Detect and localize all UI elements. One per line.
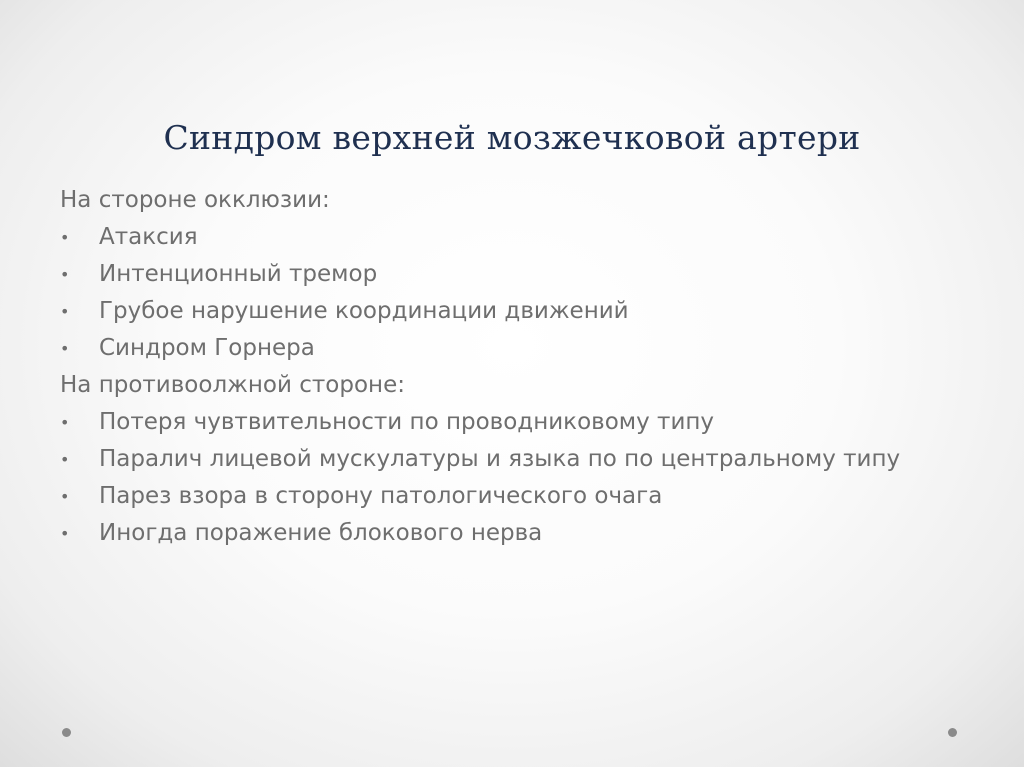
list-item-text: Потеря чувтвительности по проводниковому типу <box>99 409 715 435</box>
bullet-icon: • <box>60 413 70 432</box>
bullet-icon: • <box>60 265 70 284</box>
slide-body <box>60 182 980 552</box>
corner-dot-left <box>62 728 71 737</box>
list-item-text: Грубое нарушение координации движений <box>99 298 629 324</box>
list-item-text: Паралич лицевой мускулатуры и языка по по центральному типу <box>99 446 901 472</box>
list-item-text: Интенционный тремор <box>99 261 378 287</box>
slide-title: Синдром верхней мозжечковой артери <box>163 118 861 157</box>
corner-dot-right <box>948 728 957 737</box>
bullet-icon: • <box>60 450 70 469</box>
bullet-icon: • <box>60 487 70 506</box>
list-item <box>60 330 980 367</box>
bullet-icon: • <box>60 339 70 358</box>
bullet-icon: • <box>60 302 70 321</box>
list-item <box>60 478 980 515</box>
list-item <box>60 256 980 293</box>
bullet-icon: • <box>60 524 70 543</box>
list-item-text: Синдром Горнера <box>99 335 315 361</box>
list-item <box>60 404 980 441</box>
list-item <box>60 515 980 552</box>
list-item-text: Иногда поражение блокового нерва <box>99 520 543 546</box>
list-item <box>60 219 980 256</box>
section-heading-ipsilateral: На стороне окклюзии: <box>60 187 330 213</box>
list-item <box>60 441 980 478</box>
bullet-icon: • <box>60 228 70 247</box>
list-item-text: Парез взора в сторону патологического очага <box>99 483 663 509</box>
list-item <box>60 293 980 330</box>
section-heading-contralateral: На противоолжной стороне: <box>60 372 405 398</box>
list-item-text: Атаксия <box>99 224 198 250</box>
